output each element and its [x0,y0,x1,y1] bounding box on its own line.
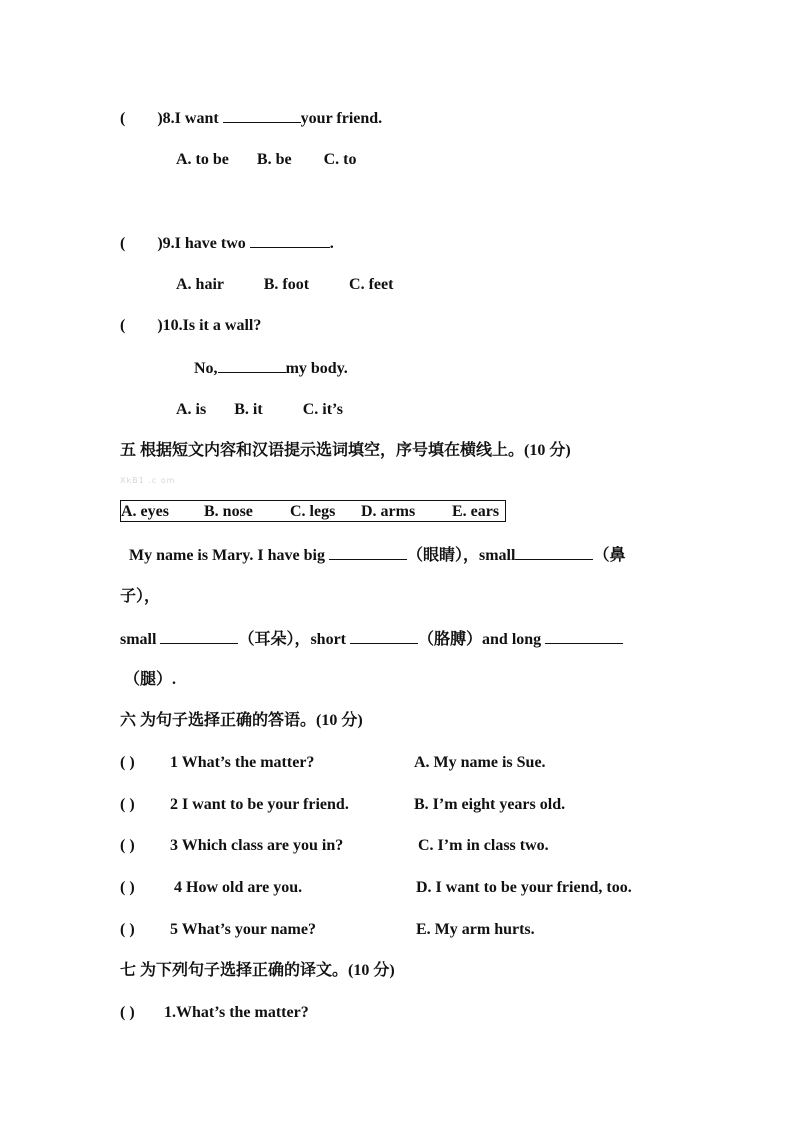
reply-start: No, [194,360,218,377]
word-option-e: E. ears [452,503,500,520]
answer-paren[interactable]: ( ) [120,921,135,938]
answer-blank[interactable] [218,358,286,373]
answer-paren[interactable]: ( ) [120,837,135,854]
question-stem: 10.Is it a wall? [162,317,262,334]
question-10 [120,316,261,336]
match-question: 2 I want to be your friend. [170,796,349,813]
passage-line-1 [129,545,625,566]
question-stem-end: . [329,235,334,252]
section-5-heading: 五 根据短文内容和汉语提示选词填空，序号填在横线上。(10 分) [120,442,571,459]
answer-blank[interactable] [350,629,418,644]
section-6-heading: 六 为句子选择正确的答语。(10 分) [120,712,363,729]
answer-blank[interactable] [160,629,238,644]
option-b: B. foot [263,276,310,293]
passage-text: （耳朵），short [238,631,351,648]
answer-paren[interactable]: ( ) [120,1004,135,1021]
word-option-a: A. eyes [121,503,169,520]
question-9 [120,233,334,254]
answer-blank[interactable] [515,545,593,560]
option-a: A. to be [176,151,229,168]
answer-paren[interactable]: ( ) [120,754,135,771]
passage-text: （鼻 [593,547,626,564]
passage-text: small [120,631,161,648]
word-option-d: D. arms [361,503,416,520]
word-option-b: B. nose [204,503,253,520]
match-answer: A. My name is Sue. [414,754,546,771]
answer-blank[interactable] [223,108,301,123]
answer-blank[interactable] [545,629,623,644]
match-answer: E. My arm hurts. [416,921,535,938]
question-10-options [176,400,343,420]
word-option-c: C. legs [290,503,336,520]
option-b: B. it [234,401,263,418]
answer-paren[interactable]: ( ) [120,796,135,813]
answer-paren[interactable]: ( ) [120,879,135,896]
word-bank-box [120,500,506,522]
option-c: C. feet [349,276,394,293]
section-7-heading: 七 为下列句子选择正确的译文。(10 分) [120,962,395,979]
match-answer: B. I’m eight years old. [414,796,566,813]
passage-text: My name is Mary. I have big [129,547,329,564]
answer-paren: ( ) [120,317,163,334]
passage-line-2: 子）， [120,588,161,605]
answer-blank[interactable] [329,545,407,560]
option-c: C. it’s [302,401,343,418]
option-b: B. be [256,151,292,168]
passage-text: （胳膊）and long [418,631,546,648]
option-c: C. to [323,151,357,168]
match-question: 3 Which class are you in? [170,837,344,854]
passage-text: （眼睛），small [407,547,516,564]
match-question: 1 What’s the matter? [170,754,315,771]
match-answer: C. I’m in class two. [418,837,549,854]
passage-line-3 [120,629,623,650]
question-8-options [176,150,356,170]
translation-question: 1.What’s the matter? [164,1004,309,1021]
watermark-text: XkB1 .c om [120,476,176,485]
option-a: A. is [176,401,207,418]
question-stem: 9.I have two [162,235,250,252]
option-a: A. hair [176,276,224,293]
answer-paren: ( ) [120,110,163,127]
match-question: 5 What’s your name? [170,921,316,938]
question-10-reply [194,358,348,379]
reply-end: my body. [285,360,348,377]
passage-line-4: （腿）. [124,671,177,688]
match-question: 4 How old are you. [174,879,303,896]
question-stem: 8.I want [162,110,223,127]
answer-paren: ( ) [120,235,163,252]
question-stem-end: your friend. [300,110,383,127]
match-answer: D. I want to be your friend, too. [416,879,632,896]
question-8 [120,108,382,129]
answer-blank[interactable] [250,233,330,248]
question-9-options [176,275,393,295]
